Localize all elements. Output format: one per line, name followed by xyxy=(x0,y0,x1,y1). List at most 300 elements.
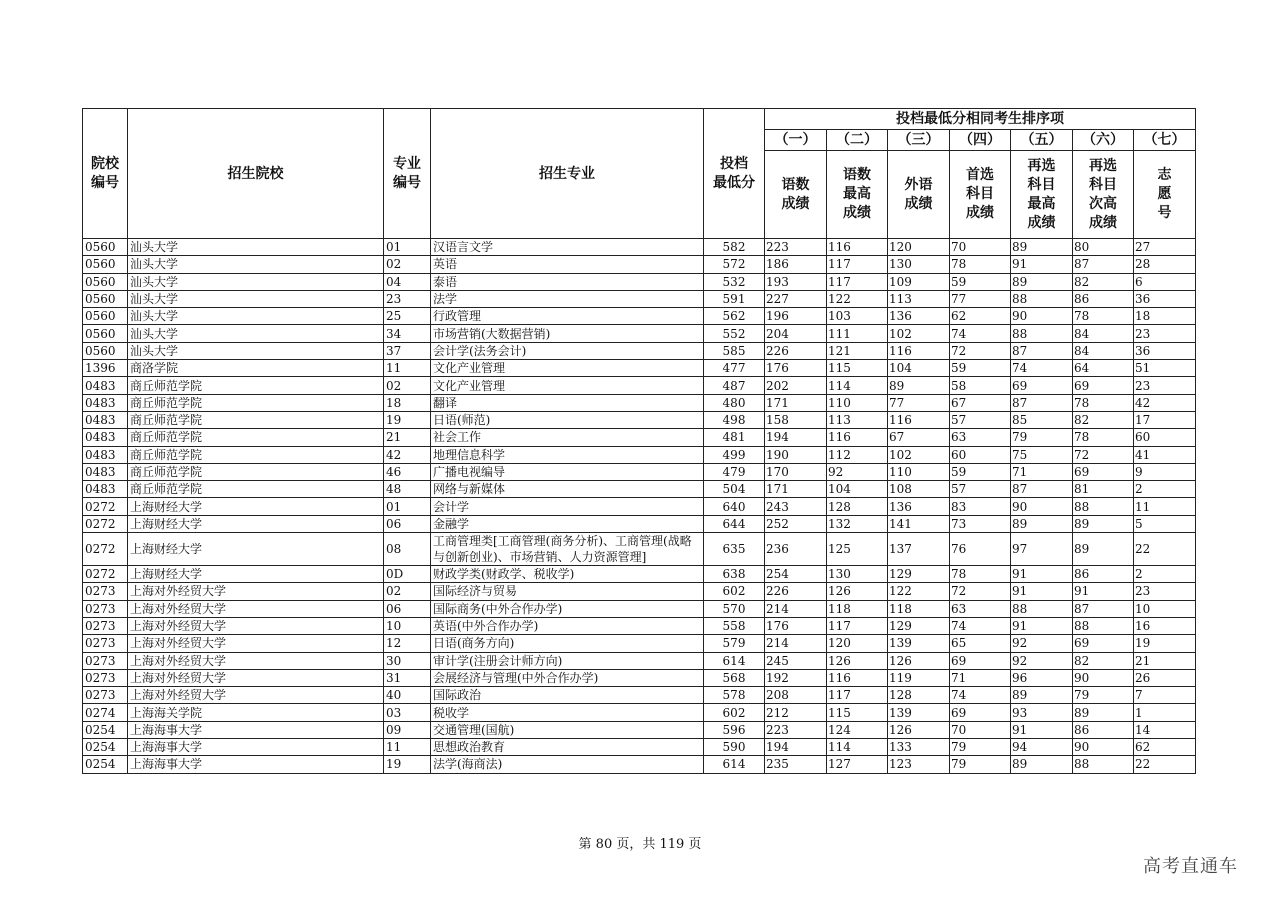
tie-break-index: （二） xyxy=(827,130,888,151)
college-code-cell: 0560 xyxy=(83,325,128,342)
score-chinese-math-cell: 208 xyxy=(765,687,827,704)
table-row xyxy=(83,325,1196,342)
tie-break-label-text: 再选 科目 最高 成绩 xyxy=(1027,157,1056,231)
score-chinese-math-max-cell: 104 xyxy=(827,481,888,498)
major-code-cell: 02 xyxy=(384,377,431,394)
wish-number-cell: 5 xyxy=(1134,515,1196,532)
score-second-subject-max-cell: 90 xyxy=(1011,308,1073,325)
major-code-cell: 0D xyxy=(384,566,431,583)
score-second-subject-next-cell: 86 xyxy=(1073,290,1134,307)
min-score-cell: 578 xyxy=(704,687,765,704)
major-name-cell: 会展经济与管理(中外合作办学) xyxy=(431,669,704,686)
score-first-subject-cell: 71 xyxy=(950,669,1011,686)
table-row xyxy=(83,704,1196,721)
major-name-cell: 网络与新媒体 xyxy=(431,481,704,498)
major-name-cell: 文化产业管理 xyxy=(431,377,704,394)
college-code-cell: 0272 xyxy=(83,533,128,566)
score-foreign-language-cell: 136 xyxy=(888,498,950,515)
score-second-subject-next-cell: 78 xyxy=(1073,308,1134,325)
major-code-cell: 19 xyxy=(384,756,431,773)
score-second-subject-next-cell: 88 xyxy=(1073,498,1134,515)
college-code-cell: 0273 xyxy=(83,635,128,652)
college-code-cell: 0273 xyxy=(83,669,128,686)
score-chinese-math-max-cell: 92 xyxy=(827,463,888,480)
score-chinese-math-max-cell: 126 xyxy=(827,583,888,600)
major-code-cell: 34 xyxy=(384,325,431,342)
major-name-cell: 金融学 xyxy=(431,515,704,532)
score-first-subject-cell: 69 xyxy=(950,704,1011,721)
score-first-subject-cell: 57 xyxy=(950,481,1011,498)
college-name-cell: 商丘师范学院 xyxy=(128,481,384,498)
min-score-cell: 644 xyxy=(704,515,765,532)
min-score-cell: 480 xyxy=(704,394,765,411)
tie-break-index: （五） xyxy=(1011,130,1073,151)
min-score-cell: 582 xyxy=(704,239,765,256)
score-second-subject-next-cell: 89 xyxy=(1073,704,1134,721)
score-first-subject-cell: 78 xyxy=(950,566,1011,583)
major-name-cell: 英语(中外合作办学) xyxy=(431,617,704,634)
college-name-cell: 上海财经大学 xyxy=(128,533,384,566)
major-name-cell: 财政学类(财政学、税收学) xyxy=(431,566,704,583)
score-second-subject-max-cell: 79 xyxy=(1011,429,1073,446)
score-chinese-math-max-cell: 114 xyxy=(827,739,888,756)
score-first-subject-cell: 70 xyxy=(950,721,1011,738)
college-name-header: 招生院校 xyxy=(128,109,384,239)
score-chinese-math-max-cell: 110 xyxy=(827,394,888,411)
score-foreign-language-cell: 102 xyxy=(888,325,950,342)
score-second-subject-max-cell: 74 xyxy=(1011,360,1073,377)
score-chinese-math-max-cell: 103 xyxy=(827,308,888,325)
wish-number-cell: 23 xyxy=(1134,583,1196,600)
college-code-cell: 0273 xyxy=(83,600,128,617)
score-first-subject-cell: 67 xyxy=(950,394,1011,411)
major-name-cell: 英语 xyxy=(431,256,704,273)
wish-number-cell: 28 xyxy=(1134,256,1196,273)
score-second-subject-next-cell: 90 xyxy=(1073,739,1134,756)
score-first-subject-cell: 59 xyxy=(950,463,1011,480)
table-row xyxy=(83,617,1196,634)
score-chinese-math-cell: 194 xyxy=(765,739,827,756)
major-name-cell: 国际经济与贸易 xyxy=(431,583,704,600)
score-foreign-language-cell: 110 xyxy=(888,463,950,480)
watermark-logo: 高考直通车 xyxy=(1143,856,1238,877)
major-name-cell: 广播电视编导 xyxy=(431,463,704,480)
wish-number-cell: 14 xyxy=(1134,721,1196,738)
major-code-cell: 04 xyxy=(384,273,431,290)
score-foreign-language-cell: 133 xyxy=(888,739,950,756)
wish-number-cell: 41 xyxy=(1134,446,1196,463)
score-chinese-math-cell: 245 xyxy=(765,652,827,669)
score-foreign-language-cell: 139 xyxy=(888,635,950,652)
major-name-cell: 行政管理 xyxy=(431,308,704,325)
min-score-cell: 570 xyxy=(704,600,765,617)
wish-number-cell: 62 xyxy=(1134,739,1196,756)
min-score-cell: 558 xyxy=(704,617,765,634)
min-score-cell: 504 xyxy=(704,481,765,498)
min-score-cell: 498 xyxy=(704,411,765,428)
score-first-subject-cell: 74 xyxy=(950,687,1011,704)
score-chinese-math-max-cell: 126 xyxy=(827,652,888,669)
wish-number-cell: 7 xyxy=(1134,687,1196,704)
major-code-header-text: 专业 编号 xyxy=(393,155,421,191)
score-second-subject-next-cell: 82 xyxy=(1073,652,1134,669)
table-row xyxy=(83,446,1196,463)
score-foreign-language-cell: 141 xyxy=(888,515,950,532)
college-code-cell: 0272 xyxy=(83,498,128,515)
wish-number-cell: 26 xyxy=(1134,669,1196,686)
college-code-cell: 0560 xyxy=(83,290,128,307)
college-name-cell: 上海对外经贸大学 xyxy=(128,583,384,600)
tie-break-index: （一） xyxy=(765,130,827,151)
score-first-subject-cell: 69 xyxy=(950,652,1011,669)
major-code-cell: 02 xyxy=(384,256,431,273)
college-name-cell: 上海海事大学 xyxy=(128,739,384,756)
score-second-subject-max-cell: 87 xyxy=(1011,342,1073,359)
score-second-subject-max-cell: 89 xyxy=(1011,687,1073,704)
college-code-cell: 0483 xyxy=(83,394,128,411)
tie-break-index: （七） xyxy=(1134,130,1196,151)
major-name-cell: 会计学 xyxy=(431,498,704,515)
score-chinese-math-cell: 227 xyxy=(765,290,827,307)
college-code-cell: 0272 xyxy=(83,566,128,583)
table-row xyxy=(83,515,1196,532)
min-score-cell: 481 xyxy=(704,429,765,446)
tie-break-label xyxy=(827,151,888,239)
major-code-cell: 08 xyxy=(384,533,431,566)
score-second-subject-next-cell: 89 xyxy=(1073,515,1134,532)
college-name-cell: 上海对外经贸大学 xyxy=(128,652,384,669)
min-score-cell: 602 xyxy=(704,704,765,721)
score-second-subject-max-cell: 88 xyxy=(1011,290,1073,307)
tie-break-label-text: 首选 科目 成绩 xyxy=(966,167,994,221)
score-first-subject-cell: 65 xyxy=(950,635,1011,652)
college-name-cell: 汕头大学 xyxy=(128,290,384,307)
college-code-cell: 0560 xyxy=(83,342,128,359)
score-first-subject-cell: 57 xyxy=(950,411,1011,428)
min-score-cell: 572 xyxy=(704,256,765,273)
score-foreign-language-cell: 118 xyxy=(888,600,950,617)
min-score-cell: 552 xyxy=(704,325,765,342)
college-name-cell: 上海对外经贸大学 xyxy=(128,635,384,652)
score-second-subject-next-cell: 80 xyxy=(1073,239,1134,256)
major-code-cell: 01 xyxy=(384,498,431,515)
score-second-subject-max-cell: 96 xyxy=(1011,669,1073,686)
score-second-subject-next-cell: 86 xyxy=(1073,721,1134,738)
min-score-cell: 635 xyxy=(704,533,765,566)
min-score-cell: 585 xyxy=(704,342,765,359)
wish-number-cell: 11 xyxy=(1134,498,1196,515)
score-second-subject-max-cell: 87 xyxy=(1011,481,1073,498)
wish-number-cell: 2 xyxy=(1134,481,1196,498)
min-score-cell: 487 xyxy=(704,377,765,394)
wish-number-cell: 17 xyxy=(1134,411,1196,428)
table-row xyxy=(83,583,1196,600)
table-row xyxy=(83,273,1196,290)
wish-number-cell: 23 xyxy=(1134,325,1196,342)
college-code-cell: 0560 xyxy=(83,256,128,273)
score-chinese-math-max-cell: 118 xyxy=(827,600,888,617)
score-first-subject-cell: 73 xyxy=(950,515,1011,532)
major-name-cell: 社会工作 xyxy=(431,429,704,446)
major-code-cell: 18 xyxy=(384,394,431,411)
major-code-cell: 42 xyxy=(384,446,431,463)
major-code-cell: 19 xyxy=(384,411,431,428)
score-foreign-language-cell: 120 xyxy=(888,239,950,256)
score-chinese-math-cell: 235 xyxy=(765,756,827,773)
table-row xyxy=(83,652,1196,669)
major-name-cell: 工商管理类[工商管理(商务分析)、工商管理(战略与创新创业)、市场营销、人力资源管理] xyxy=(431,533,704,566)
wish-number-cell: 19 xyxy=(1134,635,1196,652)
score-chinese-math-cell: 204 xyxy=(765,325,827,342)
score-second-subject-max-cell: 92 xyxy=(1011,635,1073,652)
score-chinese-math-cell: 214 xyxy=(765,600,827,617)
major-code-cell: 31 xyxy=(384,669,431,686)
wish-number-cell: 27 xyxy=(1134,239,1196,256)
score-chinese-math-max-cell: 124 xyxy=(827,721,888,738)
table-row xyxy=(83,721,1196,738)
score-first-subject-cell: 59 xyxy=(950,273,1011,290)
score-second-subject-max-cell: 94 xyxy=(1011,739,1073,756)
score-chinese-math-cell: 190 xyxy=(765,446,827,463)
score-chinese-math-cell: 226 xyxy=(765,342,827,359)
min-score-cell: 568 xyxy=(704,669,765,686)
major-code-cell: 11 xyxy=(384,360,431,377)
college-code-cell: 0273 xyxy=(83,652,128,669)
major-name-cell: 国际商务(中外合作办学) xyxy=(431,600,704,617)
major-code-cell: 46 xyxy=(384,463,431,480)
major-code-cell: 10 xyxy=(384,617,431,634)
min-score-header xyxy=(704,109,765,239)
wish-number-cell: 23 xyxy=(1134,377,1196,394)
score-foreign-language-cell: 108 xyxy=(888,481,950,498)
college-code-cell: 0273 xyxy=(83,617,128,634)
score-foreign-language-cell: 102 xyxy=(888,446,950,463)
major-name-cell: 日语(商务方向) xyxy=(431,635,704,652)
college-name-cell: 上海财经大学 xyxy=(128,566,384,583)
score-first-subject-cell: 70 xyxy=(950,239,1011,256)
college-code-cell: 0274 xyxy=(83,704,128,721)
major-name-cell: 日语(师范) xyxy=(431,411,704,428)
score-second-subject-next-cell: 82 xyxy=(1073,273,1134,290)
score-first-subject-cell: 74 xyxy=(950,617,1011,634)
college-name-cell: 上海海事大学 xyxy=(128,756,384,773)
college-name-cell: 汕头大学 xyxy=(128,325,384,342)
major-name-cell: 泰语 xyxy=(431,273,704,290)
score-foreign-language-cell: 116 xyxy=(888,342,950,359)
score-second-subject-max-cell: 91 xyxy=(1011,721,1073,738)
table-row xyxy=(83,481,1196,498)
wish-number-cell: 22 xyxy=(1134,756,1196,773)
college-name-cell: 上海对外经贸大学 xyxy=(128,669,384,686)
score-second-subject-next-cell: 81 xyxy=(1073,481,1134,498)
score-second-subject-next-cell: 87 xyxy=(1073,256,1134,273)
score-foreign-language-cell: 77 xyxy=(888,394,950,411)
score-chinese-math-cell: 226 xyxy=(765,583,827,600)
score-second-subject-next-cell: 72 xyxy=(1073,446,1134,463)
tie-break-label xyxy=(1134,151,1196,239)
major-name-header: 招生专业 xyxy=(431,109,704,239)
table-row xyxy=(83,498,1196,515)
college-name-cell: 上海海关学院 xyxy=(128,704,384,721)
tie-break-label xyxy=(888,151,950,239)
min-score-cell: 638 xyxy=(704,566,765,583)
major-name-cell: 思想政治教育 xyxy=(431,739,704,756)
score-foreign-language-cell: 116 xyxy=(888,411,950,428)
tie-break-label-text: 语数 最高 成绩 xyxy=(843,167,871,221)
score-chinese-math-cell: 192 xyxy=(765,669,827,686)
major-name-cell: 翻译 xyxy=(431,394,704,411)
score-foreign-language-cell: 123 xyxy=(888,756,950,773)
min-score-cell: 532 xyxy=(704,273,765,290)
score-second-subject-max-cell: 89 xyxy=(1011,515,1073,532)
score-chinese-math-max-cell: 121 xyxy=(827,342,888,359)
min-score-cell: 579 xyxy=(704,635,765,652)
score-first-subject-cell: 79 xyxy=(950,756,1011,773)
college-name-cell: 汕头大学 xyxy=(128,308,384,325)
wish-number-cell: 18 xyxy=(1134,308,1196,325)
score-second-subject-next-cell: 88 xyxy=(1073,756,1134,773)
score-chinese-math-cell: 223 xyxy=(765,239,827,256)
tie-break-label-text: 外语 成绩 xyxy=(904,176,933,212)
score-chinese-math-cell: 252 xyxy=(765,515,827,532)
table-row xyxy=(83,687,1196,704)
score-foreign-language-cell: 137 xyxy=(888,533,950,566)
score-second-subject-next-cell: 89 xyxy=(1073,533,1134,566)
score-second-subject-next-cell: 78 xyxy=(1073,394,1134,411)
score-chinese-math-cell: 170 xyxy=(765,463,827,480)
min-score-cell: 602 xyxy=(704,583,765,600)
college-code-cell: 0560 xyxy=(83,308,128,325)
score-second-subject-max-cell: 71 xyxy=(1011,463,1073,480)
score-chinese-math-cell: 158 xyxy=(765,411,827,428)
major-code-header xyxy=(384,109,431,239)
tie-break-index: （六） xyxy=(1073,130,1134,151)
score-second-subject-next-cell: 87 xyxy=(1073,600,1134,617)
score-foreign-language-cell: 136 xyxy=(888,308,950,325)
min-score-cell: 614 xyxy=(704,756,765,773)
score-first-subject-cell: 60 xyxy=(950,446,1011,463)
min-score-cell: 640 xyxy=(704,498,765,515)
tie-break-label-text: 再选 科目 次高 成绩 xyxy=(1089,157,1117,231)
wish-number-cell: 10 xyxy=(1134,600,1196,617)
wish-number-cell: 21 xyxy=(1134,652,1196,669)
college-code-cell: 0483 xyxy=(83,411,128,428)
college-name-cell: 上海海事大学 xyxy=(128,721,384,738)
score-first-subject-cell: 74 xyxy=(950,325,1011,342)
college-code-cell: 0483 xyxy=(83,463,128,480)
score-foreign-language-cell: 119 xyxy=(888,669,950,686)
major-name-cell: 国际政治 xyxy=(431,687,704,704)
major-code-cell: 06 xyxy=(384,600,431,617)
college-code-cell: 0483 xyxy=(83,377,128,394)
admission-score-table xyxy=(82,108,1196,774)
table-row xyxy=(83,739,1196,756)
score-second-subject-max-cell: 88 xyxy=(1011,325,1073,342)
min-score-cell: 591 xyxy=(704,290,765,307)
wish-number-cell: 6 xyxy=(1134,273,1196,290)
score-chinese-math-cell: 171 xyxy=(765,394,827,411)
table-row xyxy=(83,429,1196,446)
score-second-subject-next-cell: 69 xyxy=(1073,377,1134,394)
college-name-cell: 商丘师范学院 xyxy=(128,377,384,394)
wish-number-cell: 42 xyxy=(1134,394,1196,411)
tie-break-title: 投档最低分相同考生排序项 xyxy=(765,109,1196,130)
score-foreign-language-cell: 128 xyxy=(888,687,950,704)
major-code-cell: 40 xyxy=(384,687,431,704)
score-second-subject-next-cell: 82 xyxy=(1073,411,1134,428)
college-name-cell: 商丘师范学院 xyxy=(128,463,384,480)
score-chinese-math-max-cell: 112 xyxy=(827,446,888,463)
score-first-subject-cell: 76 xyxy=(950,533,1011,566)
score-second-subject-max-cell: 93 xyxy=(1011,704,1073,721)
major-code-cell: 12 xyxy=(384,635,431,652)
tie-break-label xyxy=(1011,151,1073,239)
tie-break-label-text: 语数 成绩 xyxy=(781,176,810,212)
wish-number-cell: 9 xyxy=(1134,463,1196,480)
score-chinese-math-cell: 196 xyxy=(765,308,827,325)
score-chinese-math-max-cell: 114 xyxy=(827,377,888,394)
page-number: 第 80 页，共 119 页 xyxy=(578,837,702,852)
score-second-subject-max-cell: 97 xyxy=(1011,533,1073,566)
wish-number-cell: 36 xyxy=(1134,342,1196,359)
college-name-cell: 商洛学院 xyxy=(128,360,384,377)
min-score-cell: 614 xyxy=(704,652,765,669)
table-row xyxy=(83,463,1196,480)
table-row xyxy=(83,600,1196,617)
score-second-subject-next-cell: 88 xyxy=(1073,617,1134,634)
major-name-cell: 法学 xyxy=(431,290,704,307)
score-first-subject-cell: 62 xyxy=(950,308,1011,325)
score-foreign-language-cell: 89 xyxy=(888,377,950,394)
score-chinese-math-cell: 223 xyxy=(765,721,827,738)
score-second-subject-next-cell: 84 xyxy=(1073,325,1134,342)
score-chinese-math-cell: 176 xyxy=(765,617,827,634)
major-name-cell: 审计学(注册会计师方向) xyxy=(431,652,704,669)
score-chinese-math-cell: 236 xyxy=(765,533,827,566)
college-code-cell: 0273 xyxy=(83,583,128,600)
wish-number-cell: 1 xyxy=(1134,704,1196,721)
score-chinese-math-cell: 186 xyxy=(765,256,827,273)
college-name-cell: 上海对外经贸大学 xyxy=(128,617,384,634)
table-row xyxy=(83,360,1196,377)
college-name-cell: 汕头大学 xyxy=(128,239,384,256)
score-chinese-math-max-cell: 117 xyxy=(827,273,888,290)
score-chinese-math-max-cell: 116 xyxy=(827,239,888,256)
score-second-subject-next-cell: 84 xyxy=(1073,342,1134,359)
college-name-cell: 商丘师范学院 xyxy=(128,394,384,411)
score-chinese-math-cell: 254 xyxy=(765,566,827,583)
score-foreign-language-cell: 129 xyxy=(888,566,950,583)
college-code-cell: 0272 xyxy=(83,515,128,532)
tie-break-label xyxy=(1073,151,1134,239)
table-row xyxy=(83,342,1196,359)
score-chinese-math-cell: 214 xyxy=(765,635,827,652)
major-code-cell: 25 xyxy=(384,308,431,325)
score-foreign-language-cell: 113 xyxy=(888,290,950,307)
score-first-subject-cell: 58 xyxy=(950,377,1011,394)
score-second-subject-max-cell: 87 xyxy=(1011,394,1073,411)
score-chinese-math-cell: 171 xyxy=(765,481,827,498)
college-name-cell: 上海对外经贸大学 xyxy=(128,600,384,617)
score-chinese-math-max-cell: 128 xyxy=(827,498,888,515)
score-second-subject-max-cell: 75 xyxy=(1011,446,1073,463)
score-chinese-math-max-cell: 117 xyxy=(827,617,888,634)
major-name-cell: 交通管理(国航) xyxy=(431,721,704,738)
score-chinese-math-max-cell: 117 xyxy=(827,256,888,273)
tie-break-index: （四） xyxy=(950,130,1011,151)
score-second-subject-max-cell: 89 xyxy=(1011,273,1073,290)
score-first-subject-cell: 59 xyxy=(950,360,1011,377)
